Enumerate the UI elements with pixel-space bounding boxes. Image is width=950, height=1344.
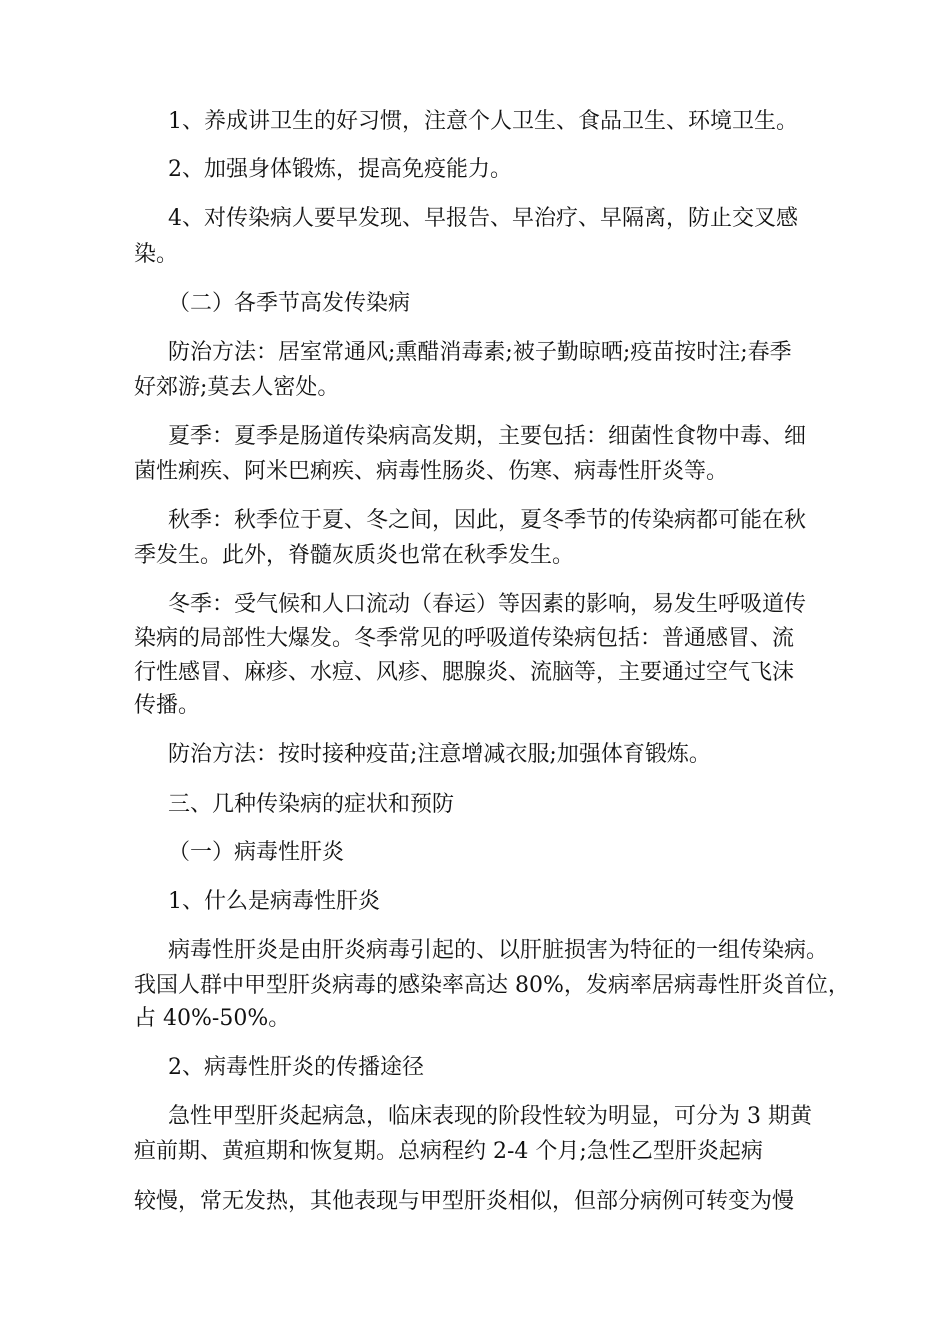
section-heading: 三、几种传染病的症状和预防 bbox=[168, 792, 455, 817]
text-line: 秋季：秋季位于夏、冬之间，因此，夏冬季节的传染病都可能在秋 bbox=[168, 508, 807, 533]
section-heading: （二）各季节高发传染病 bbox=[168, 291, 411, 316]
text-line: 1、养成讲卫生的好习惯，注意个人卫生、食品卫生、环境卫生。 bbox=[168, 109, 798, 134]
section-heading: （一）病毒性肝炎 bbox=[168, 840, 345, 865]
text-line: 防治方法：居室常通风;熏醋消毒素;被子勤晾晒;疫苗按时注;春季 bbox=[168, 340, 792, 365]
text-line: 2、加强身体锻炼，提高免疫能力。 bbox=[168, 157, 512, 182]
text-line: 占 40%-50%。 bbox=[134, 1006, 291, 1031]
text-line: 我国人群中甲型肝炎病毒的感染率高达 80%，发病率居病毒性肝炎首位， bbox=[134, 973, 850, 998]
text-line: 好郊游;莫去人密处。 bbox=[134, 375, 340, 400]
text-line: 季发生。此外，脊髓灰质炎也常在秋季发生。 bbox=[134, 543, 575, 568]
text-line: 4、对传染病人要早发现、早报告、早治疗、早隔离，防止交叉感 bbox=[168, 206, 798, 231]
text-line: 夏季：夏季是肠道传染病高发期，主要包括：细菌性食物中毒、细 bbox=[168, 424, 807, 449]
text-line: 病毒性肝炎是由肝炎病毒引起的、以肝脏损害为特征的一组传染病。 bbox=[168, 938, 829, 963]
text-line: 染。 bbox=[134, 242, 179, 267]
text-line: 菌性痢疾、阿米巴痢疾、病毒性肠炎、伤寒、病毒性肝炎等。 bbox=[134, 459, 729, 484]
text-line: 冬季：受气候和人口流动（春运）等因素的影响，易发生呼吸道传 bbox=[168, 592, 807, 617]
text-line: 较慢，常无发热，其他表现与甲型肝炎相似，但部分病例可转变为慢 bbox=[134, 1189, 795, 1214]
text-line: 疸前期、黄疸期和恢复期。总病程约 2-4 个月;急性乙型肝炎起病 bbox=[134, 1139, 763, 1164]
section-heading: 1、什么是病毒性肝炎 bbox=[168, 889, 380, 914]
text-line: 急性甲型肝炎起病急，临床表现的阶段性较为明显，可分为 3 期黄 bbox=[168, 1104, 812, 1129]
text-line: 行性感冒、麻疹、水痘、风疹、腮腺炎、流脑等，主要通过空气飞沫 bbox=[134, 660, 795, 685]
text-line: 传播。 bbox=[134, 693, 201, 718]
section-heading: 2、病毒性肝炎的传播途径 bbox=[168, 1055, 424, 1080]
text-line: 染病的局部性大爆发。冬季常见的呼吸道传染病包括：普通感冒、流 bbox=[134, 626, 795, 651]
text-line: 防治方法：按时接种疫苗;注意增减衣服;加强体育锻炼。 bbox=[168, 742, 711, 767]
